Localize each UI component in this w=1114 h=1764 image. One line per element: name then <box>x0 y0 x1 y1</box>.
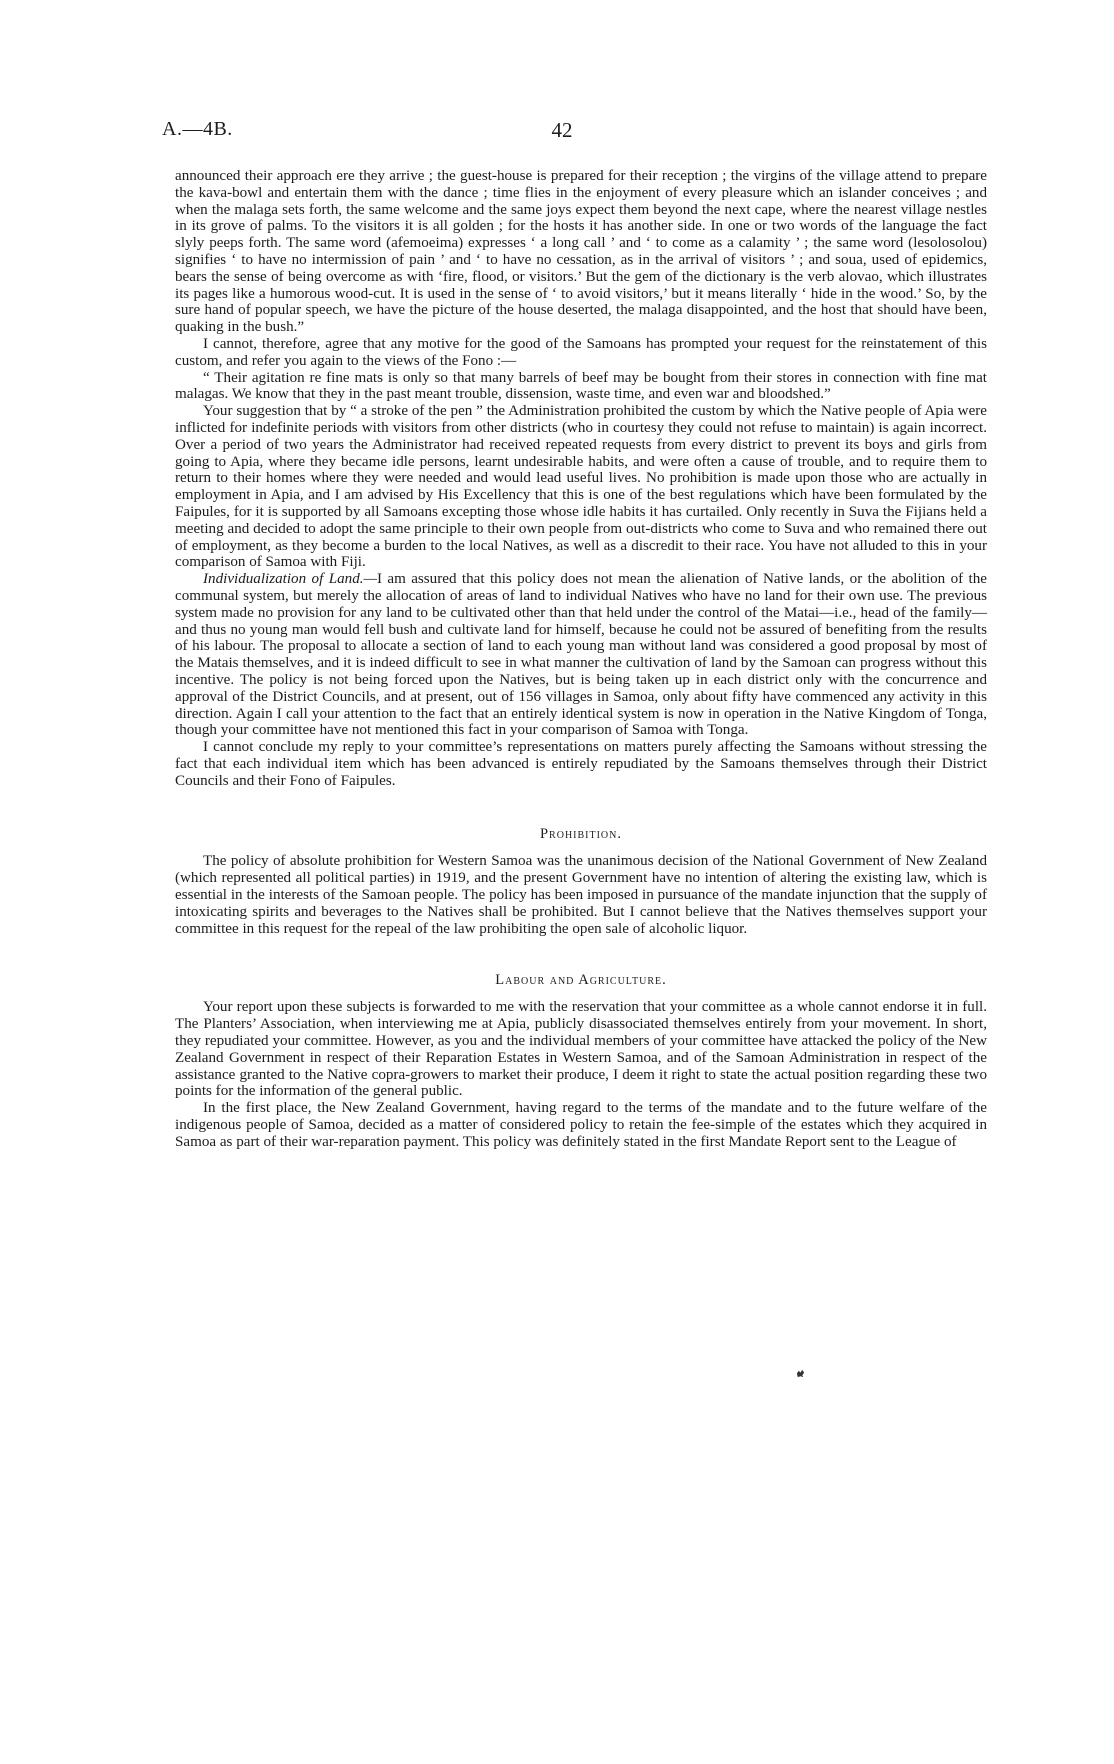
heading-prohibition: Prohibition. <box>539 826 622 843</box>
heading-labour-agriculture: Labour and Agriculture. <box>495 972 667 989</box>
paragraph-continued: announced their approach ere they arrive ; the guest-house is prepared for their reception ; the virgins of the village attend to prepare the kava-bowl and entertain them with the dance ; time flies in the enjoyment of every pleasure which an islander conceives ; and when the malaga sets forth, the same welcome and the same joys expect them beyond the next cape, where the nearest village nestles in its grove of palms. To the visitors it is all golden ; for the hosts it has another side. In one or two words of the language the fact slyly peeps forth. The same word (afemoeima) expresses ‘ a long call ’ and ‘ to come as a calamity ’ ; the same word (lesolosolou) signifies ‘ to have no intermission of pain ’ and ‘ to have no cessation, as in the arrival of visitors ’ ; and soua, used of epidemics, bears the sense of being overcome as with ‘fire, flood, or visitors.’ But the gem of the dictionary is the verb alovao, which illustrates its pages like a humorous wood-cut. It is used in the sense of ‘ to avoid visitors,’ but it means literally ‘ hide in the wood.’ So, by the sure hand of popular speech, we have the picture of the house deserted, the malaga disappointed, and the host that should have been, quaking in the bush.” <box>175 168 987 336</box>
ink-speck-mark <box>796 1369 805 1378</box>
paragraph-stroke-of-pen: Your suggestion that by “ a stroke of the pen ” the Administration prohibited the custom by which the Native people of Apia were inflicted for indefinite periods with visitors from other districts (who in courtesy they could not refuse to maintain) is again incorrect. Over a period of two years the Administrator had received repeated requests from every district to prevent its boys and girls from going to Apia, where they became idle persons, learnt undesirable habits, and were often a cause of trouble, and to require them to return to their homes where they were needed and would lead useful lives. No prohibition is made upon those who are actually in employment in Apia, and I am advised by His Excellency that this is one of the best regulations which have been formulated by the Faipules, for it is supported by all Samoans excepting those whose idle habits it has curtailed. Only recently in Suva the Fijians held a meeting and decided to adopt the same principle to their own people from out-districts who come to Suva and who remained there out of employment, as they become a burden to the local Natives, as well as a discredit to their race. You have not alluded to this in your comparison of Samoa with Fiji. <box>175 403 987 571</box>
page-body <box>175 168 987 1151</box>
individualization-lead: Individualization of Land.— <box>203 571 377 588</box>
paragraph-first-place: In the first place, the New Zealand Government, having regard to the terms of the mandate and to the future welfare of the indigenous people of Samoa, decided as a matter of considered policy to retain the fee-simple of the estates which they acquired in Samoa as part of their war-reparation payment. This policy was definitely stated in the first Mandate Report sent to the League of <box>175 1100 987 1150</box>
page-header <box>162 118 962 148</box>
page-number: 42 <box>551 118 573 142</box>
paragraph-individualization <box>175 571 987 739</box>
paragraph-labour-report: Your report upon these subjects is forwarded to me with the reservation that your committee as a whole cannot endorse it in full. The Planters’ Association, when interviewing me at Apia, publicly disassociated themselves entirely from your movement. In short, they repudiated your committee. However, as you and the individual members of your committee have attacked the policy of the New Zealand Government in respect of their Reparation Estates in Western Samoa, and of the Samoan Administration in respect of the assistance granted to the Native copra-growers to market their produce, I deem it right to state the actual position regarding these two points for the information of the general public. <box>175 999 987 1100</box>
paragraph-conclusion: I cannot conclude my reply to your committee’s representations on matters purely affecting the Samoans without stressing the fact that each individual item which has been advanced is entirely repudiated by the Samoans themselves through their District Councils and their Fono of Faipules. <box>175 739 987 789</box>
document-reference: A.—4B. <box>162 118 233 140</box>
individualization-text: I am assured that this policy does not mean the alienation of Native lands, or the abolition of the communal system, but merely the allocation of areas of land to individual Natives who have no land for their own use. The previous system made no provision for any land to be cultivated other than that held under the control of the Matai—i.e., head of the family—and thus no young man would fell bush and cultivate land for himself, because he could not be assured of benefiting from the results of his labour. The proposal to allocate a section of land to each young man without land was considered a good proposal by most of the Matais themselves, and it is indeed difficult to see in what manner the cultivation of land by the Samoan can progress without this incentive. The policy is not being forced upon the Natives, but is being taken up in each district only with the concurrence and approval of the District Councils, and at present, out of 156 villages in Samoa, only about fifty have commenced any activity in this direction. Again I call your attention to the fact that an entirely identical system is now in operation in the Native Kingdom of Tonga, though your committee have not mentioned this fact in your comparison of Samoa with Tonga. <box>175 571 987 739</box>
paragraph-reply-custom: I cannot, therefore, agree that any motive for the good of the Samoans has prompted your request for the reinstatement of this custom, and refer you again to the views of the Fono :— <box>175 335 987 369</box>
paragraph-fono-quote: “ Their agitation re fine mats is only so that many barrels of beef may be bought from their stores in connection with fine mat malagas. We know that they in the past meant trouble, dissension, waste time, and even war and bloodshed.” <box>175 369 987 403</box>
paragraph-prohibition: The policy of absolute prohibition for Western Samoa was the unanimous decision of the National Government of New Zealand (which represented all political parties) in 1919, and the present Government have no intention of altering the existing law, which is essential in the interests of the Samoan people. The policy has been imposed in pursuance of the mandate injunction that the supply of intoxicating spirits and beverages to the Natives shall be prohibited. But I cannot believe that the Natives themselves support your committee in this request for the repeal of the law prohibiting the open sale of alcoholic liquor. <box>175 853 987 937</box>
